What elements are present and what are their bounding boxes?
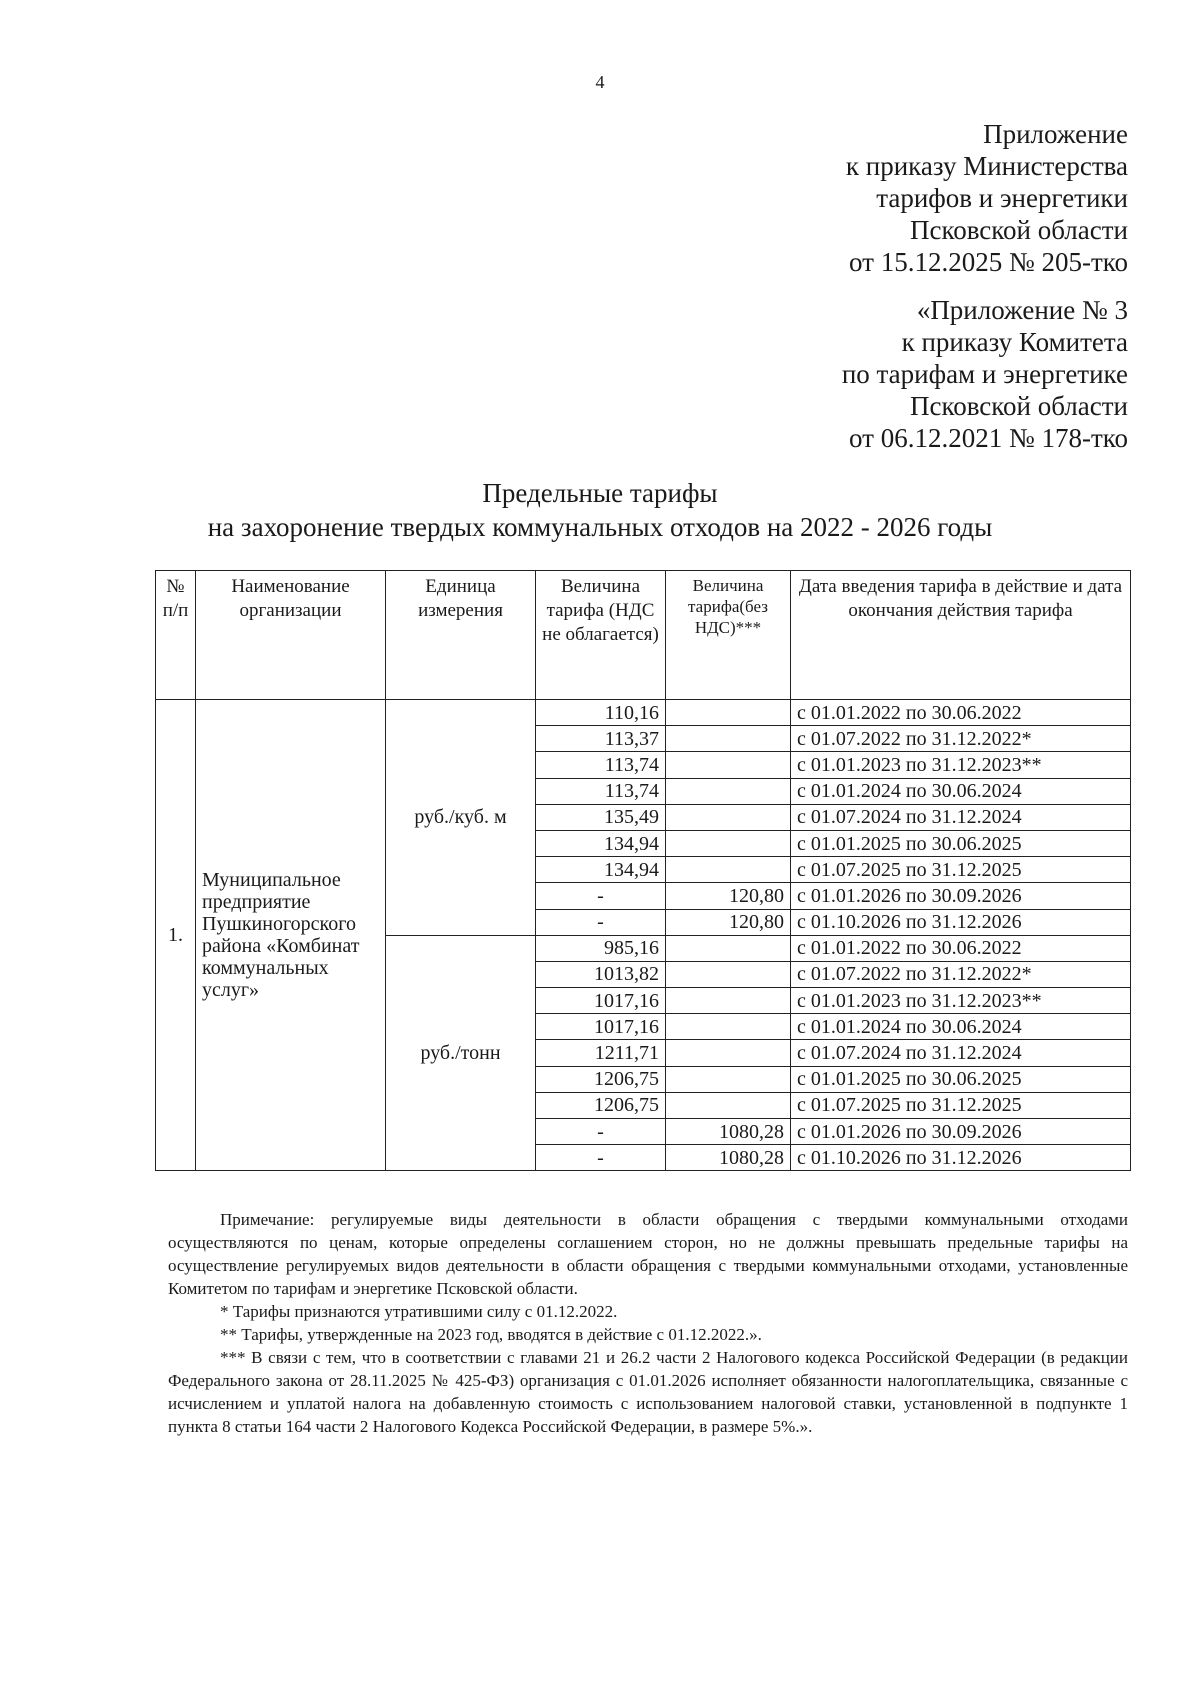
- value-cell: 1017,16: [536, 988, 666, 1014]
- tariff-table: [155, 570, 1131, 1171]
- appendix-line: «Приложение № 3: [916, 295, 1128, 325]
- value-cell: -: [536, 1145, 666, 1171]
- period-cell: с 01.07.2024 по 31.12.2024: [791, 1040, 1131, 1066]
- appendix-line: Псковской области: [909, 215, 1128, 245]
- period-cell: с 01.01.2025 по 30.06.2025: [791, 830, 1131, 856]
- period-cell: с 01.07.2024 по 31.12.2024: [791, 804, 1131, 830]
- no-vat-cell: 1080,28: [666, 1119, 791, 1145]
- value-cell: 1206,75: [536, 1066, 666, 1092]
- table-row: [156, 700, 1131, 726]
- value-cell: 134,94: [536, 830, 666, 856]
- no-vat-cell: [666, 857, 791, 883]
- no-vat-cell: [666, 726, 791, 752]
- period-cell: с 01.07.2022 по 31.12.2022*: [791, 961, 1131, 987]
- period-cell: с 01.01.2022 по 30.06.2022: [791, 700, 1131, 726]
- title-line: Предельные тарифы: [482, 478, 718, 508]
- value-cell: 110,16: [536, 700, 666, 726]
- appendix-line: по тарифам и энергетике: [841, 359, 1128, 389]
- no-vat-cell: [666, 1014, 791, 1040]
- period-cell: с 01.07.2025 по 31.12.2025: [791, 857, 1131, 883]
- no-vat-cell: [666, 778, 791, 804]
- period-cell: с 01.07.2022 по 31.12.2022*: [791, 726, 1131, 752]
- no-vat-cell: 120,80: [666, 883, 791, 909]
- no-vat-cell: [666, 700, 791, 726]
- appendix-line: от 15.12.2025 № 205-тко: [849, 247, 1128, 277]
- period-cell: с 01.01.2022 по 30.06.2022: [791, 935, 1131, 961]
- value-cell: -: [536, 883, 666, 909]
- period-cell: с 01.01.2026 по 30.09.2026: [791, 1119, 1131, 1145]
- note-main: Примечание: регулируемые виды деятельности в области обращения с твердыми коммунальными отходами осуществляются по ценам, которые определены соглашением сторон, но не должны превышать предельные тарифы на осуществление регулируемых видов деятельности в области обращения с твердыми коммунальными отходами, установленные Комитетом по тарифам и энергетике Псковской области.: [168, 1210, 1128, 1298]
- unit-cell: руб./тонн: [386, 935, 536, 1171]
- value-cell: 985,16: [536, 935, 666, 961]
- note-footnote-3: *** В связи с тем, что в соответствии с главами 21 и 26.2 части 2 Налогового кодекса Российской Федерации (в редакции Федерального закона от 28.11.2025 № 425-ФЗ) организация с 01.01.2026 исполняет обязанности налогоплательщика, связанные с исчислением и уплатой налога на добавленную стоимость с использованием налоговой ставки, установленной в подпункте 1 пункта 8 статьи 164 части 2 Налогового Кодекса Российской Федерации, в размере 5%.».: [168, 1348, 1128, 1436]
- period-cell: с 01.01.2023 по 31.12.2023**: [791, 752, 1131, 778]
- header-unit: Единица измерения: [386, 571, 536, 700]
- no-vat-cell: 120,80: [666, 909, 791, 935]
- title-line: на захоронение твердых коммунальных отходов на 2022 - 2026 годы: [207, 512, 993, 542]
- notes-section: [168, 1208, 1128, 1438]
- header-value: Величина тарифа (НДС не облагается): [536, 571, 666, 700]
- table-header-row: [156, 571, 1131, 700]
- header-num: № п/п: [156, 571, 196, 700]
- appendix-original-header: [842, 294, 1128, 454]
- no-vat-cell: [666, 935, 791, 961]
- no-vat-cell: [666, 1092, 791, 1118]
- header-period: Дата введения тарифа в действие и дата окончания действия тарифа: [791, 571, 1131, 700]
- note-footnote-2: ** Тарифы, утвержденные на 2023 год, вводятся в действие с 01.12.2022.».: [220, 1325, 762, 1344]
- value-cell: 1017,16: [536, 1014, 666, 1040]
- period-cell: с 01.07.2025 по 31.12.2025: [791, 1092, 1131, 1118]
- no-vat-cell: [666, 988, 791, 1014]
- appendix-line: Псковской области: [909, 391, 1128, 421]
- appendix-current-header: [846, 118, 1128, 278]
- no-vat-cell: [666, 830, 791, 856]
- appendix-line: от 06.12.2021 № 178-тко: [849, 423, 1128, 453]
- appendix-line: тарифов и энергетики: [876, 183, 1128, 213]
- period-cell: с 01.01.2024 по 30.06.2024: [791, 778, 1131, 804]
- no-vat-cell: [666, 961, 791, 987]
- value-cell: 113,74: [536, 752, 666, 778]
- appendix-line: к приказу Комитета: [901, 327, 1128, 357]
- no-vat-cell: [666, 752, 791, 778]
- appendix-line: к приказу Министерства: [845, 151, 1128, 181]
- value-cell: 1206,75: [536, 1092, 666, 1118]
- period-cell: с 01.01.2026 по 30.09.2026: [791, 883, 1131, 909]
- no-vat-cell: 1080,28: [666, 1145, 791, 1171]
- period-cell: с 01.01.2025 по 30.06.2025: [791, 1066, 1131, 1092]
- row-number: 1.: [156, 700, 196, 1171]
- value-cell: 113,74: [536, 778, 666, 804]
- value-cell: -: [536, 1119, 666, 1145]
- page-number: 4: [595, 72, 605, 92]
- organization-name: Муниципальное предприятие Пушкиногорского района «Комбинат коммунальных услуг»: [196, 700, 386, 1171]
- no-vat-cell: [666, 1066, 791, 1092]
- note-footnote-1: * Тарифы признаются утратившими силу с 01.12.2022.: [220, 1302, 618, 1321]
- value-cell: 1211,71: [536, 1040, 666, 1066]
- unit-cell: руб./куб. м: [386, 700, 536, 936]
- value-cell: 1013,82: [536, 961, 666, 987]
- period-cell: с 01.01.2024 по 30.06.2024: [791, 1014, 1131, 1040]
- no-vat-cell: [666, 1040, 791, 1066]
- period-cell: с 01.01.2023 по 31.12.2023**: [791, 988, 1131, 1014]
- no-vat-cell: [666, 804, 791, 830]
- period-cell: с 01.10.2026 по 31.12.2026: [791, 909, 1131, 935]
- appendix-line: Приложение: [983, 119, 1128, 149]
- value-cell: 113,37: [536, 726, 666, 752]
- document-title: [0, 476, 1200, 544]
- value-cell: 134,94: [536, 857, 666, 883]
- value-cell: 135,49: [536, 804, 666, 830]
- value-cell: -: [536, 909, 666, 935]
- period-cell: с 01.10.2026 по 31.12.2026: [791, 1145, 1131, 1171]
- header-org: Наименование организации: [196, 571, 386, 700]
- header-value-no-vat: Величина тарифа(без НДС)***: [666, 571, 791, 700]
